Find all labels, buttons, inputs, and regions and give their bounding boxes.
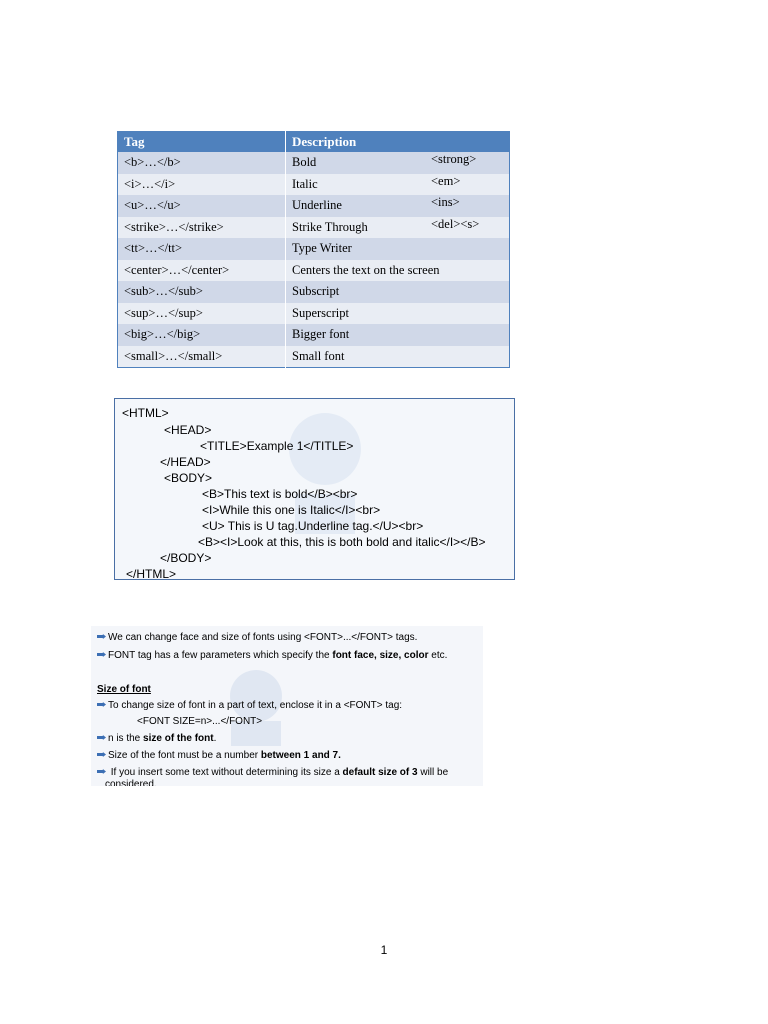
bullet-text: FONT tag has a few parameters which specify the	[108, 650, 333, 661]
code-line: <B><I>Look at this, this is both bold and italic</I></B>	[198, 535, 486, 549]
list-item	[97, 699, 402, 712]
tag-cell: <b>…</b>	[118, 152, 286, 174]
arrow-bullet-icon	[97, 735, 106, 740]
description-cell	[286, 195, 510, 217]
description-cell: Superscript	[286, 303, 510, 325]
arrow-bullet-icon	[97, 769, 106, 774]
arrow-bullet-icon	[97, 634, 106, 639]
bullet-text: n is the	[108, 733, 144, 744]
tag-cell: <small>…</small>	[118, 346, 286, 368]
tag-cell: <i>…</i>	[118, 174, 286, 196]
bold-text: default size of 3	[342, 767, 418, 778]
bold-text: between 1 and 7.	[260, 750, 341, 761]
alternative-tag: <strong>	[431, 152, 477, 166]
table-row	[118, 217, 510, 239]
table-row	[118, 195, 510, 217]
table-row	[118, 238, 510, 260]
description-cell: Centers the text on the screen	[286, 260, 510, 282]
bullet-text: If you insert some text without determining its size a	[108, 767, 343, 778]
code-line: </HTML>	[126, 567, 177, 580]
table-row	[118, 324, 510, 346]
tag-cell: <sub>…</sub>	[118, 281, 286, 303]
continuation-text: considered.	[105, 779, 157, 786]
code-line: </BODY>	[160, 551, 212, 565]
list-item	[97, 749, 341, 762]
code-line: <B>This text is bold</B><br>	[202, 487, 358, 501]
code-line: <HEAD>	[164, 423, 212, 437]
list-item	[97, 631, 417, 644]
table-row	[118, 152, 510, 174]
alternative-tag: <ins>	[431, 195, 460, 209]
code-line: <HTML>	[122, 406, 169, 420]
code-line: <BODY>	[164, 471, 213, 485]
bullet-text: will be	[417, 767, 449, 778]
code-line: </HEAD>	[160, 455, 211, 469]
list-item	[97, 649, 447, 662]
code-line: <U> This is U tag.Underline tag.</U><br>	[202, 519, 424, 533]
section-heading: Size of font	[97, 684, 151, 695]
table-row	[118, 346, 510, 368]
tag-cell: <center>…</center>	[118, 260, 286, 282]
tag-cell: <strike>…</strike>	[118, 217, 286, 239]
arrow-bullet-icon	[97, 752, 106, 757]
header-description: Description	[286, 132, 510, 153]
bold-text: font face, size, color	[332, 650, 429, 661]
arrow-bullet-icon	[97, 702, 106, 707]
description-cell: Small font	[286, 346, 510, 368]
page-number: 1	[380, 943, 388, 957]
bullet-text: .	[213, 733, 217, 744]
table-row	[118, 174, 510, 196]
description-text: Bold	[292, 155, 317, 170]
tag-cell: <tt>…</tt>	[118, 238, 286, 260]
arrow-bullet-icon	[97, 652, 106, 657]
description-text: Strike Through	[292, 219, 368, 234]
table-header-row	[118, 132, 510, 153]
description-cell	[286, 152, 510, 174]
alternative-tag: <del><s>	[431, 216, 480, 231]
tag-cell: <u>…</u>	[118, 195, 286, 217]
table-row	[118, 303, 510, 325]
html-code-example	[114, 398, 515, 580]
list-item	[97, 732, 216, 745]
bullet-text: We can change face and size of fonts using <FONT>...</FONT> tags.	[108, 632, 418, 643]
description-cell	[286, 217, 510, 239]
description-cell: Type Writer	[286, 238, 510, 260]
description-text: Underline	[292, 198, 342, 213]
description-cell: Subscript	[286, 281, 510, 303]
code-line: <TITLE>Example 1</TITLE>	[200, 439, 354, 453]
bullet-text: Size of the font must be a number	[108, 750, 261, 761]
tag-cell: <big>…</big>	[118, 324, 286, 346]
description-text: Italic	[292, 176, 318, 191]
bold-text: size of the font	[143, 733, 214, 744]
code-line: <I>While this one is Italic</I><br>	[202, 503, 381, 517]
code-example: <FONT SIZE=n>...</FONT>	[137, 716, 263, 727]
bullet-text: To change size of font in a part of text, enclose it in a <FONT> tag:	[108, 700, 403, 711]
html-tags-table	[117, 131, 510, 368]
alternative-tag: <em>	[431, 173, 461, 188]
font-notes-slide	[91, 626, 483, 786]
table-row	[118, 260, 510, 282]
header-tag: Tag	[118, 132, 286, 153]
description-cell: Bigger font	[286, 324, 510, 346]
tag-cell: <sup>…</sup>	[118, 303, 286, 325]
table-row	[118, 281, 510, 303]
description-cell	[286, 174, 510, 196]
bullet-text: etc.	[428, 650, 448, 661]
